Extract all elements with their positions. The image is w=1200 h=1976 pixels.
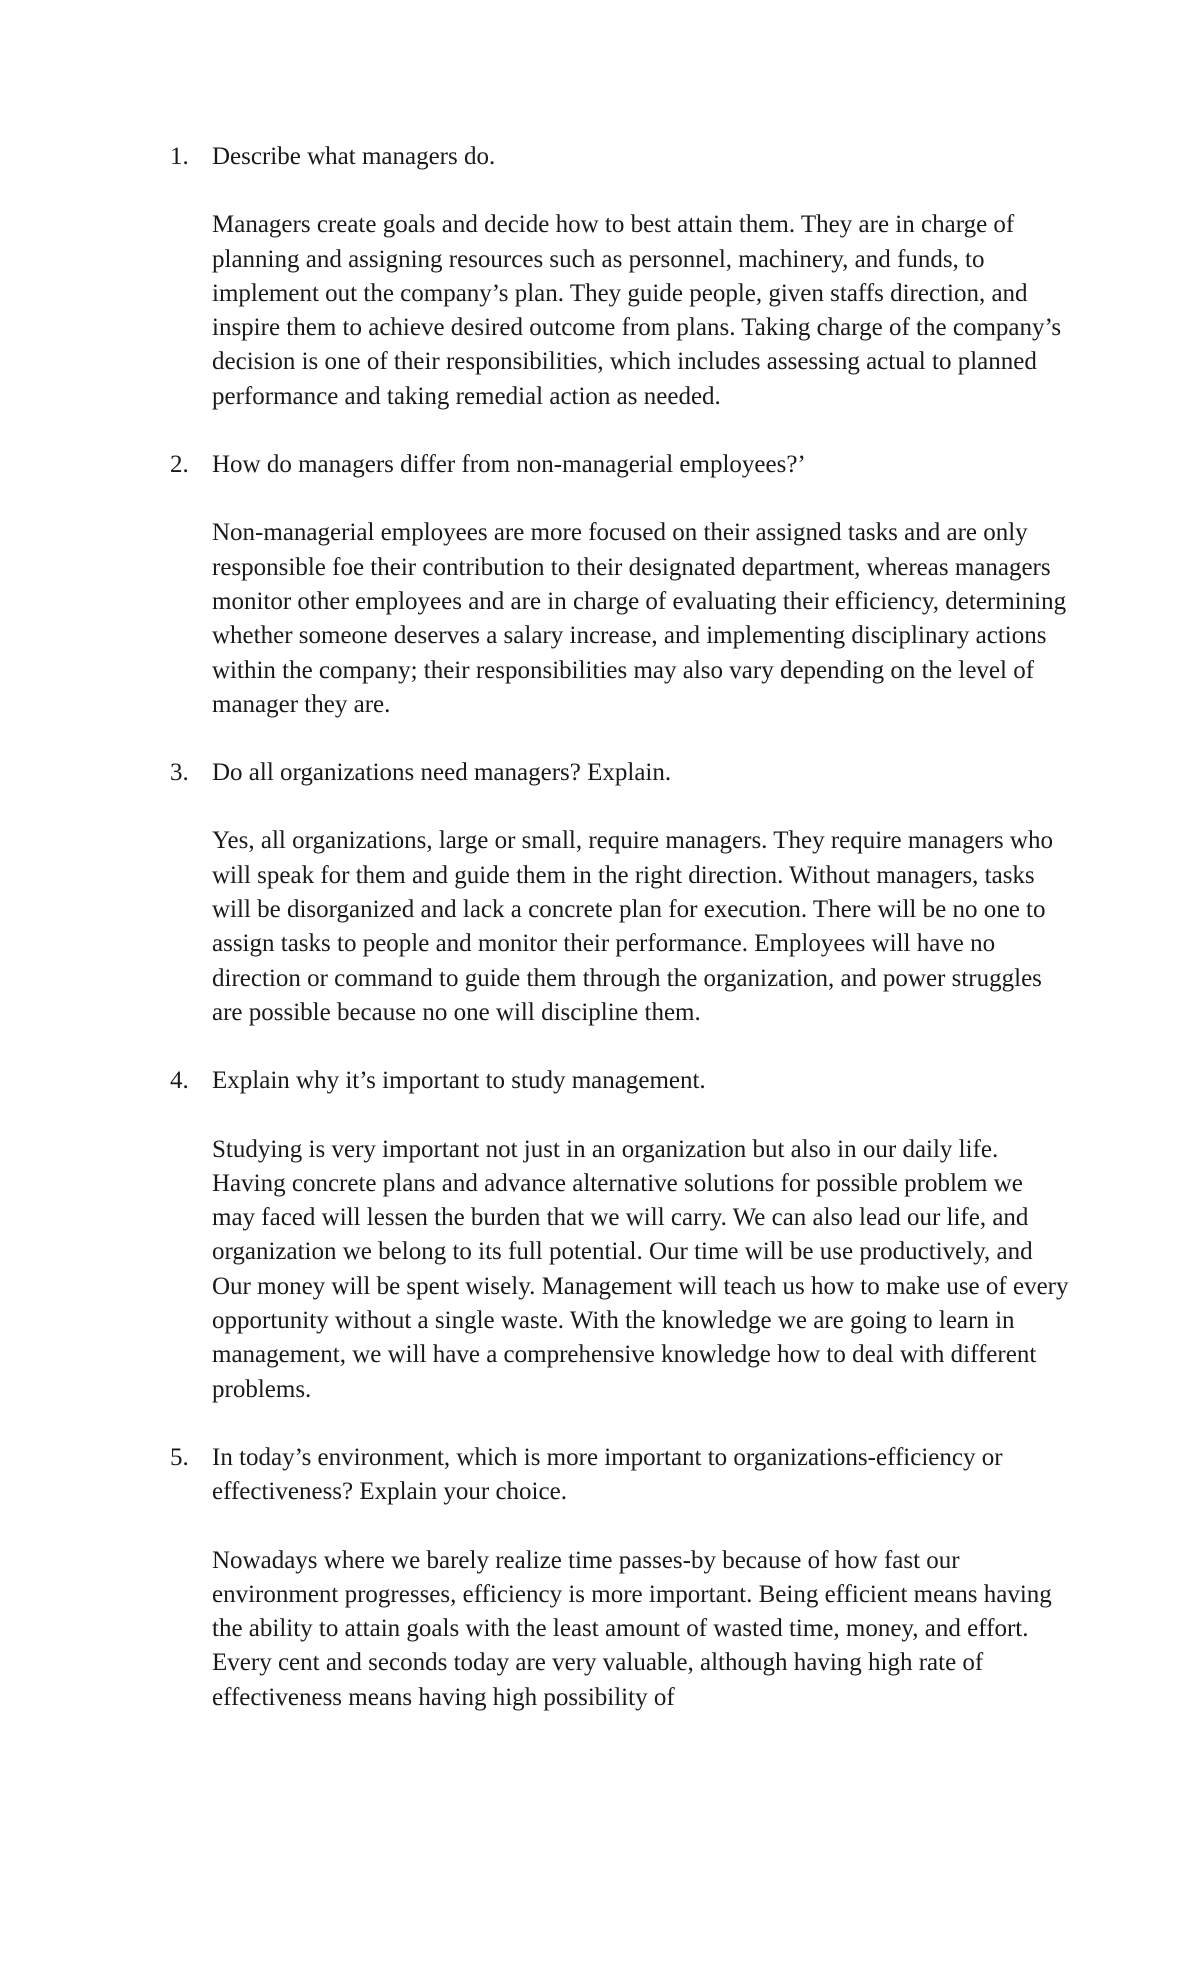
question-item-2 [170, 448, 1070, 722]
item-number: 1. [170, 143, 189, 170]
item-number: 5. [170, 1443, 189, 1471]
item-number: 3. [170, 759, 189, 787]
question-text: Describe what managers do. [212, 143, 496, 170]
answer-text: Managers create goals and decide how to best attain them. They are in charge of planning and assigning resources such as personnel, machinery, and funds, to implement out the company’s plan. They guide people, given staffs direction, and inspire them to achieve desired outcome from plans. Taking charge of the company’s decision is one of their responsibilities, which includes assessing actual to planned performance and taking remedial action as needed. [212, 211, 1062, 410]
question-text: Do all organizations need managers? Explain. [212, 759, 672, 787]
question-text: How do managers differ from non-managerial employees?’ [212, 451, 806, 479]
answer-text: Nowadays where we barely realize time passes-by because of how fast our environment progresses, efficiency is more important. Being efficient means having the ability to attain goals with the least amount of wasted time, money, and effort. Every cent and seconds today are very valuable, although having high rate of effectiveness means having high possibility of [212, 1546, 1052, 1711]
question-text: Explain why it’s important to study management. [212, 1067, 706, 1095]
item-number: 4. [170, 1067, 189, 1095]
answer-text: Studying is very important not just in an organization but also in our daily life. Having concrete plans and advance alternative solutions for possible problem we may faced will lessen the burden that we will carry. We can also lead our life, and organization we belong to its full potential. Our time will be use productively, and Our money will be spent wisely. Management will teach us how to make use of every opportunity without a single waste. With the knowledge we are going to learn in management, we will have a comprehensive knowledge how to deal with different problems. [212, 1135, 1069, 1403]
question-item-5 [170, 1441, 1070, 1715]
question-item-3 [170, 756, 1070, 1030]
answer-text: Yes, all organizations, large or small, require managers. They require managers who will speak for them and guide them in the right direction. Without managers, tasks will be disorganized and lack a concrete plan for execution. There will be no one to assign tasks to people and monitor their performance. Employees will have no direction or command to guide them through the organization, and power struggles are possible because no one will discipline them. [212, 827, 1053, 1026]
question-item-4 [170, 1064, 1070, 1407]
answer-text: Non-managerial employees are more focused on their assigned tasks and are only responsible foe their contribution to their designated department, whereas managers monitor other employees and are in charge of evaluating their efficiency, determining whether someone deserves a salary increase, and implementing disciplinary actions within the company; their responsibilities may also vary depending on the level of manager they are. [212, 519, 1067, 718]
question-item-1 [170, 140, 1070, 414]
question-list [170, 140, 1070, 1749]
question-text: In today’s environment, which is more important to organizations-efficiency or effectiveness? Explain your choice. [212, 1443, 1003, 1506]
item-number: 2. [170, 451, 189, 479]
